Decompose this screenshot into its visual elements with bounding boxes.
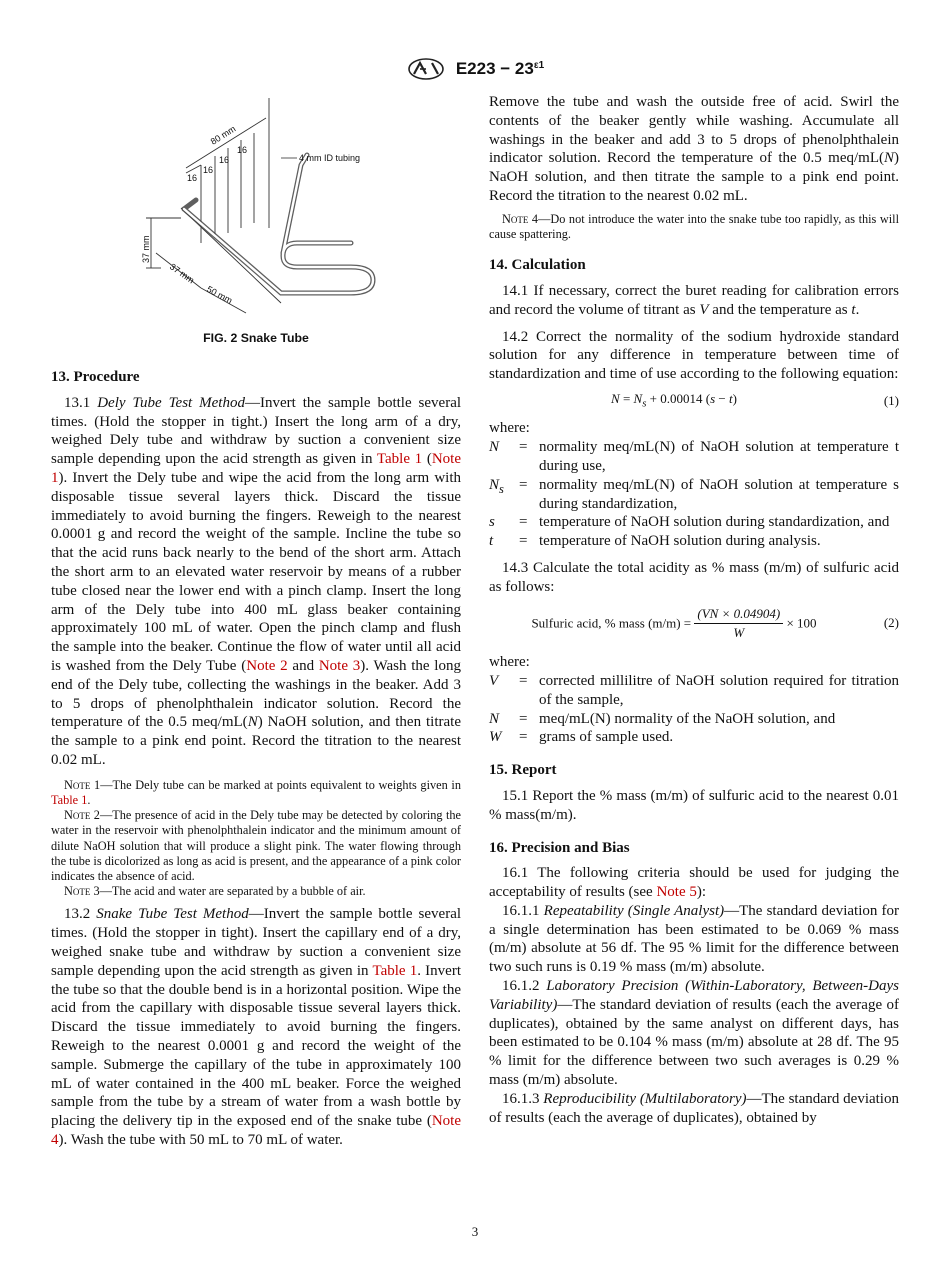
standard-designation: $E223 - 23^{\varepsilon 1}$ — [455, 59, 545, 78]
para-16-1: 16.1 The following criteria should be used for judging the acceptability of results (see Note 5): — [489, 865, 899, 901]
equation-1-number: (1) — [883, 393, 899, 409]
definitions-1 — [489, 438, 899, 551]
definition-row: N = normality meq/mL(N) of NaOH solution at temperature t during use, — [489, 439, 899, 474]
definition-row: $N_s$ = normality meq/mL(N) of NaOH solution at temperature s during standardization, — [489, 476, 899, 512]
definition-row: W = grams of sample used. — [489, 729, 674, 746]
section-14-title: 14. Calculation — [489, 257, 586, 274]
dim-16-c: 16 — [219, 155, 230, 165]
dim-37mm-vertical: 37 mm — [141, 235, 151, 263]
note-2: Note 2—The presence of acid in the Dely tube may be detected by coloring the water in the reservoir with phenolphthalein indicator and the minimum amount of dilute NaOH solution that will produce a slight pink. The water flowing through the tube is dicolorized as long as acid is present, and the appearance of a pink color indicates the absence of acid. — [51, 808, 461, 883]
definition-row: s = temperature of NaOH solution during standardization, and — [489, 514, 890, 531]
para-13-2-tail: Remove the tube and wash the outside free of acid. Swirl the contents of the beaker gently while washing. Accumulate all washings in the beaker and add 3 to 5 drops of phenolphthalein indicator solution. Record the temperature of the 0.5 meq/mL(N) NaOH solution, and then titrate the sample to a pink end point. Record the titration to the nearest 0.02 mL. — [489, 94, 899, 204]
dim-16-d: 16 — [237, 145, 248, 155]
para-14-1: 14.1 If necessary, correct the buret reading for calibration errors and record the volume of titrant as V and the temperature as t. — [489, 282, 899, 318]
definition-row: V = corrected millilitre of NaOH solution required for titration of the sample, — [489, 672, 899, 708]
figure-caption: FIG. 2 Snake Tube — [203, 330, 309, 345]
snake-tube-figure — [51, 93, 461, 348]
dim-16-a: 16 — [187, 173, 198, 183]
para-15-1: 15.1 Report the % mass (m/m) of sulfuric acid to the nearest 0.01 % mass(m/m). — [489, 787, 899, 823]
definition-row: N = meq/mL(N) normality of the NaOH solution, and — [489, 710, 836, 727]
link-note-4[interactable]: Note 4 — [51, 1113, 461, 1148]
link-note-1[interactable]: Note 1 — [51, 451, 461, 486]
note-1: Note 1—The Dely tube can be marked at points equivalent to weights given in Table 1. — [51, 777, 461, 807]
section-16-title: 16. Precision and Bias — [489, 839, 630, 856]
equation-1: $N = N_s + 0.00014$ (s − t) (1) — [611, 390, 899, 410]
where-label-2: where: — [489, 654, 530, 671]
dim-80mm: 80 mm — [208, 123, 238, 147]
note-3: Note 3—The acid and water are separated by a bubble of air. — [64, 884, 366, 899]
left-column — [51, 93, 461, 1150]
link-note-3[interactable]: Note 3 — [318, 657, 361, 674]
definitions-2 — [489, 672, 899, 747]
dim-50mm: 50 mm — [205, 283, 235, 306]
page-header — [0, 57, 950, 81]
note-4: Note 4—Do not introduce the water into the snake tube too rapidly, as this will cause spattering. — [489, 211, 899, 241]
section-15-title: 15. Report — [489, 762, 557, 779]
equation-2: Sulfuric acid, % mass (m/m) = $\frac{(VN \times 0.04904)}{W}$ × 100 (2) — [531, 605, 899, 641]
para-14-3: 14.3 Calculate the total acidity as % mass (m/m) of sulfuric acid as follows: — [489, 559, 899, 595]
para-16-1-1: 16.1.1 Repeatability (Single Analyst)—The standard deviation for a single determination has been estimated to be 0.069 % mass (m/m) absolute at 56 df. The 95 % limit for the difference between two such runs is 0.19 % mass (m/m) absolute. — [489, 902, 899, 976]
where-label: where: — [489, 420, 530, 437]
para-13-2: 13.2 Snake Tube Test Method—Invert the sample bottle several times. (Hold the stopper in tight). Insert the capillary end of a dry, weighed snake tube and withdraw by suction a convenient size sample depending upon the acid strength as given in Table 1. Invert the tube so that the double bend is in a horizontal position. Wipe the acid from the capillary with disposable tissue several layers thick. Discard the tissue immediately to avoid burning the fingers. Reweigh to the nearest 0.0001 g and record the weight of the sample. Submerge the capillary of the tube in approximately 100 mL of water contained in the 400 mL beaker. Force the weighed sample from the tube by a stream of water from a wash bottle by placing the delivery tip in the exposed end of the snake tube (Note 4). Wash the tube with 50 mL to 70 mL of water. — [51, 906, 462, 1148]
tubing-label: 4 mm ID tubing — [299, 153, 361, 163]
para-14-2: 14.2 Correct the normality of the sodium hydroxide standard solution for any difference in temperature between time of standardization and time of use according to the following equation: — [489, 328, 899, 383]
equation-2-number: (2) — [883, 615, 899, 631]
link-table-1-note[interactable]: Table 1 — [51, 792, 88, 807]
link-note-5[interactable]: Note 5 — [656, 884, 697, 901]
link-table-1[interactable]: Table 1 — [376, 451, 423, 468]
para-13-1: 13.1 Dely Tube Test Method—Invert the sample bottle several times. (Hold the stopper in tight.) Insert the long arm of a dry, weighed Dely tube and withdraw by suction a convenient size sample depending upon the acid strength as given in Table 1 (Note 1). Invert the Dely tube and wipe the acid from the long arm with disposable tissue several layers thick. Discard the tissue immediately to avoid burning the fingers. Reweigh to the nearest 0.0001 g and record the weight of the sample. Incline the tube so that the acid runs back nearly to the bend of the short arm. Attach the short arm to an elevated water reservoir by means of a rubber tube closed near the lower end with a pinch clamp. Insert the long arm of the Dely tube into 400 mL glass beaker containing approximately 100 mL of water. Open the pinch clamp and flush the sample into the beaker. Continue the flow of water until all acid is washed from the Dely Tube (Note 2 and Note 3). Wash the long end of the Dely tube, collecting the washings in the beaker. Add 3 to 5 drops of phenolphthalein indicator solution. Record the temperature of the 0.5 meq/mL(N) NaOH solution, and then titrate the sample to a pink end point. Record the titration to the nearest 0.02 mL. — [51, 394, 462, 768]
link-table-1-b[interactable]: Table 1 — [372, 962, 418, 979]
page-number: 3 — [471, 1224, 479, 1239]
dim-16-b: 16 — [203, 165, 214, 175]
link-note-2[interactable]: Note 2 — [246, 657, 288, 674]
dim-37mm-depth: 37 mm — [167, 261, 197, 286]
snake-tube-diagram — [51, 93, 461, 323]
para-16-1-2: 16.1.2 Laboratory Precision (Within-Laboratory, Between-Days Variability)—The standard deviation of results (each the average of duplicates), obtained by the same analyst on different days, has been estimated to be 0.104 % mass (m/m) absolute at 28 df. The 95 % limit for the difference between two such averages is 0.29 % mass (m/m) absolute. — [489, 978, 899, 1089]
right-column — [489, 93, 899, 1127]
section-13-title: 13. Procedure — [51, 369, 140, 385]
definition-row: t = temperature of NaOH solution during analysis. — [489, 533, 821, 550]
astm-logo-icon — [406, 57, 446, 81]
para-16-1-3: 16.1.3 Reproducibility (Multilaboratory)—The standard deviation of results (each the average of duplicates), obtained by — [489, 1090, 899, 1126]
